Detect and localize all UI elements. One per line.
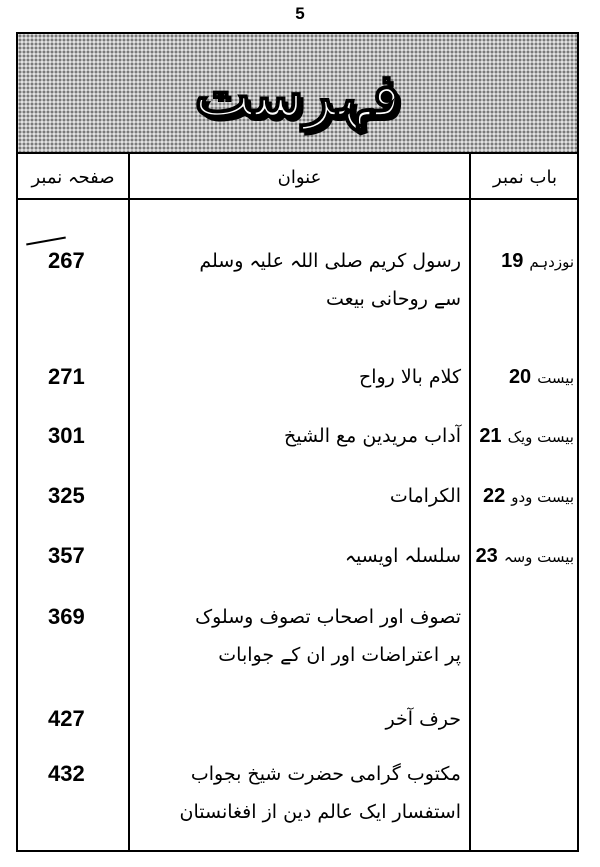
entry-page: 357	[48, 543, 85, 568]
entry-title-line: الکرامات	[389, 485, 461, 507]
entry-title	[138, 537, 461, 575]
entry-title-line: تصوف اور اصحاب تصوف وسلوک	[195, 606, 461, 628]
entry-title-line: رسول کریم صلی اللہ علیہ وسلم	[199, 250, 461, 272]
entry-title-line: سے روحانی بیعت	[326, 288, 461, 310]
chapter-number: 23	[475, 545, 498, 567]
chapter-number: 21	[479, 425, 502, 447]
entry-page: 427	[48, 706, 85, 731]
entry-title-line: مکتوب گرامی حضرت شیخ بجواب	[190, 763, 461, 785]
chapter-number: 20	[508, 366, 532, 388]
header-title: عنوان	[277, 167, 322, 188]
entry-page: 267	[48, 248, 85, 273]
entry-page: 271	[48, 364, 85, 389]
entry-page: 325	[48, 483, 85, 508]
pen-mark	[26, 237, 66, 246]
table-of-contents	[16, 32, 579, 852]
banner-title: فہرست	[194, 61, 401, 131]
entry-title-line: سلسلہ اویسیہ	[344, 545, 461, 567]
entry-chapter	[474, 246, 574, 277]
entry-page: 369	[48, 604, 85, 629]
entry-title	[138, 755, 461, 831]
chapter-word: بیست ویک	[507, 428, 574, 446]
entry-title	[138, 598, 461, 674]
entry-title	[138, 358, 461, 396]
entry-title-line: حرف آخر	[385, 708, 461, 730]
chapter-word: بیست ودو	[511, 488, 574, 506]
entry-page: 432	[48, 761, 85, 786]
chapter-word: بیست	[537, 369, 574, 387]
chapter-number: 22	[483, 485, 506, 507]
entry-title	[138, 477, 461, 515]
column-divider	[469, 152, 471, 850]
banner	[18, 34, 577, 154]
chapter-word: بیست وسہ	[503, 548, 574, 566]
entry-title	[138, 417, 461, 455]
entry-chapter	[474, 421, 574, 452]
header-page: صفحہ نمبر	[31, 167, 115, 188]
page-number: 5	[295, 4, 305, 23]
header-chapter: باب نمبر	[493, 167, 557, 188]
chapter-word: نوزدہم	[529, 253, 574, 271]
chapter-number: 19	[501, 250, 524, 272]
entry-title-line: کلام بالا رواح	[358, 366, 461, 388]
entry-chapter	[474, 541, 574, 572]
entry-page: 301	[48, 423, 85, 448]
entry-chapter	[474, 362, 574, 393]
entry-chapter	[474, 481, 574, 512]
entry-title-line: آداب مریدین مع الشیخ	[283, 425, 461, 447]
entry-title	[138, 242, 461, 318]
entry-title	[138, 700, 461, 738]
entry-title-line: پر اعتراضات اور ان کے جوابات	[218, 644, 461, 666]
column-divider	[128, 152, 130, 850]
entry-title-line: استفسار ایک عالم دین از افغانستان	[179, 801, 461, 823]
